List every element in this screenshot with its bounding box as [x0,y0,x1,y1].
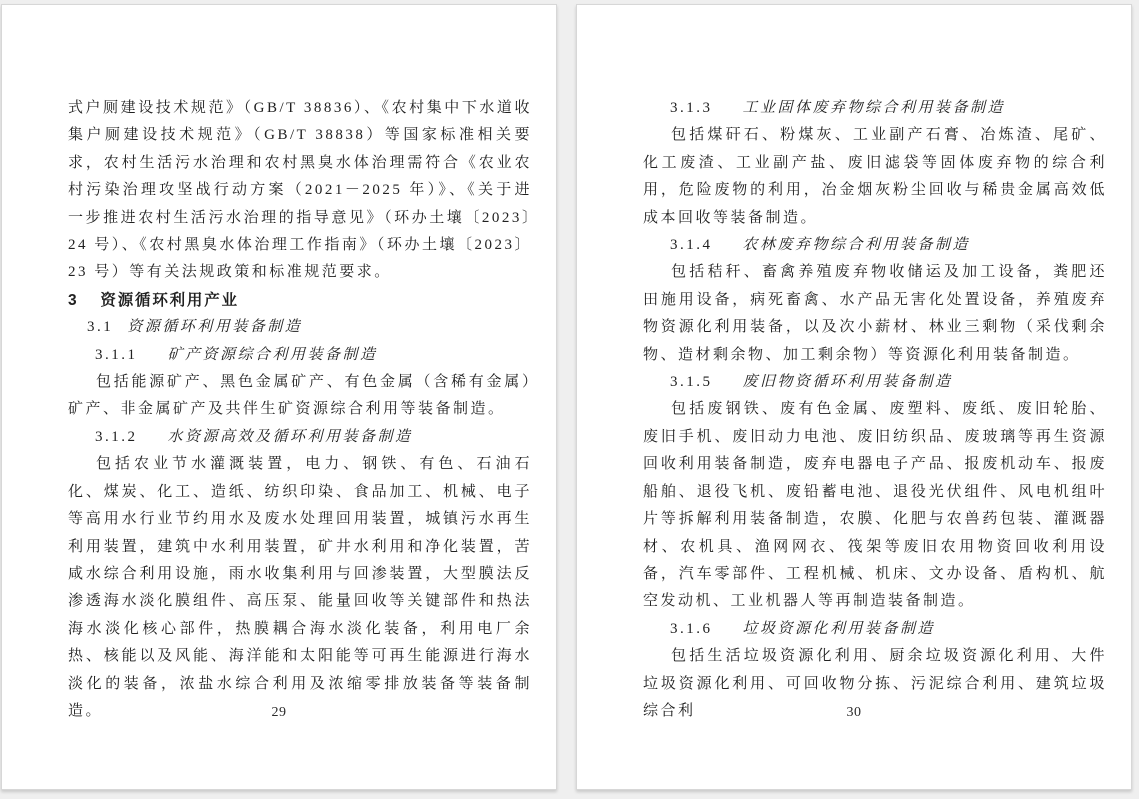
body-paragraph: 包括煤矸石、粉煤灰、工业副产石膏、冶炼渣、尾矿、化工废渣、工业副产盐、废旧滤袋等固体废弃物的综合利用，危险废物的利用，冶金烟灰粉尘回收与稀贵金属高效低成本回收等装备制造。 [643,127,1107,226]
chapter-heading [68,287,532,314]
chapter-number: 3 [68,291,79,309]
section-title: 资源循环利用装备制造 [127,319,303,336]
subsection-heading [68,342,532,369]
subsection-title: 农林废弃物综合利用装备制造 [742,237,971,254]
body-paragraph: 包括能源矿产、黑色金属矿产、有色金属（含稀有金属）矿产、非金属矿产及共伴生矿资源综合利用等装备制造。 [68,374,532,418]
body-paragraph-truncated: 包括生活垃圾资源化利用、厨余垃圾资源化利用、大件垃圾资源化利用、可回收物分拣、污泥综合利用、建筑垃圾综合利 [643,648,1107,719]
section-number: 3.1 [87,319,114,336]
body-paragraph: 包括废钢铁、废有色金属、废塑料、废纸、废旧轮胎、废旧手机、废旧动力电池、废旧纺织品、废玻璃等再生资源回收利用装备制造，废弃电器电子产品、报废机动车、报废船舶、退役飞机、废铅蓄电池、退役光伏组件、风电机组叶片等拆解利用装备制造，农膜、化肥与农兽药包装、灌溉器材、农机具、渔网网衣、筏架等废旧农用物资回收利用设备，汽车零部件、工程机械、机床、文办设备、盾构机、航空发动机、工业机器人等再制造装备制造。 [643,401,1107,610]
subsection-title: 水资源高效及循环利用装备制造 [167,428,413,445]
subsection-title: 废旧物资循环利用装备制造 [742,374,953,391]
body-paragraph: 式户厕建设技术规范》（GB/T 38836）、《农村集中下水道收集户厕建设技术规范》（GB/T 38838）等国家标准相关要求，农村生活污水治理和农村黑臭水体治理需符合《农业农村污染治理攻坚战行动方案（2021－2025 年）》、《关于进一步推进农村生活污水治理的指导意见》（环办土壤〔2023〕24 号）、《农村黑臭水体治理工作指南》（环办土壤〔2023〕23 号）等有关法规政策和标准规范要求。 [68,100,532,281]
subsection-number: 3.1.6 [670,620,713,637]
page-number: 29 [271,705,287,720]
document-page-29 [1,4,557,790]
section-heading [68,314,532,341]
subsection-number: 3.1.3 [670,100,713,116]
subsection-number: 3.1.5 [670,374,713,391]
subsection-heading [643,95,1107,122]
subsection-number: 3.1.2 [95,428,138,445]
subsection-number: 3.1.4 [670,237,713,254]
subsection-heading [68,424,532,451]
body-paragraph: 包括农业节水灌溉装置，电力、钢铁、有色、石油石化、煤炭、化工、造纸、纺织印染、食品加工、机械、电子等高用水行业节约用水及废水处理回用装置，城镇污水再生利用装置，建筑中水利用装置，矿井水利用和净化装置，苦咸水综合利用设施，雨水收集利用与回渗装置，大型膜法反渗透海水淡化膜组件、高压泵、能量回收等关键部件和热法海水淡化核心部件，热膜耦合海水淡化装备，利用电厂余热、核能以及风能、海洋能和太阳能等可再生能源进行海水淡化的装备，浓盐水综合利用及浓缩零排放装备等装备制造。 [68,456,532,719]
subsection-title: 垃圾资源化利用装备制造 [742,620,936,637]
subsection-heading [643,369,1107,396]
subsection-title: 矿产资源综合利用装备制造 [167,346,378,363]
page-number: 30 [846,705,862,720]
subsection-number: 3.1.1 [95,346,138,363]
chapter-title: 资源循环利用产业 [100,291,239,309]
subsection-heading [643,616,1107,643]
document-page-30 [576,4,1132,790]
subsection-title: 工业固体废弃物综合利用装备制造 [742,100,1006,116]
body-paragraph: 包括秸秆、畜禽养殖废弃物收储运及加工设备，粪肥还田施用设备，病死畜禽、水产品无害化处置设备，养殖废弃物资源化利用装备，以及次小薪材、林业三剩物（采伐剩余物、造材剩余物、加工剩余物）等资源化利用装备制造。 [643,264,1107,363]
subsection-heading [643,232,1107,259]
